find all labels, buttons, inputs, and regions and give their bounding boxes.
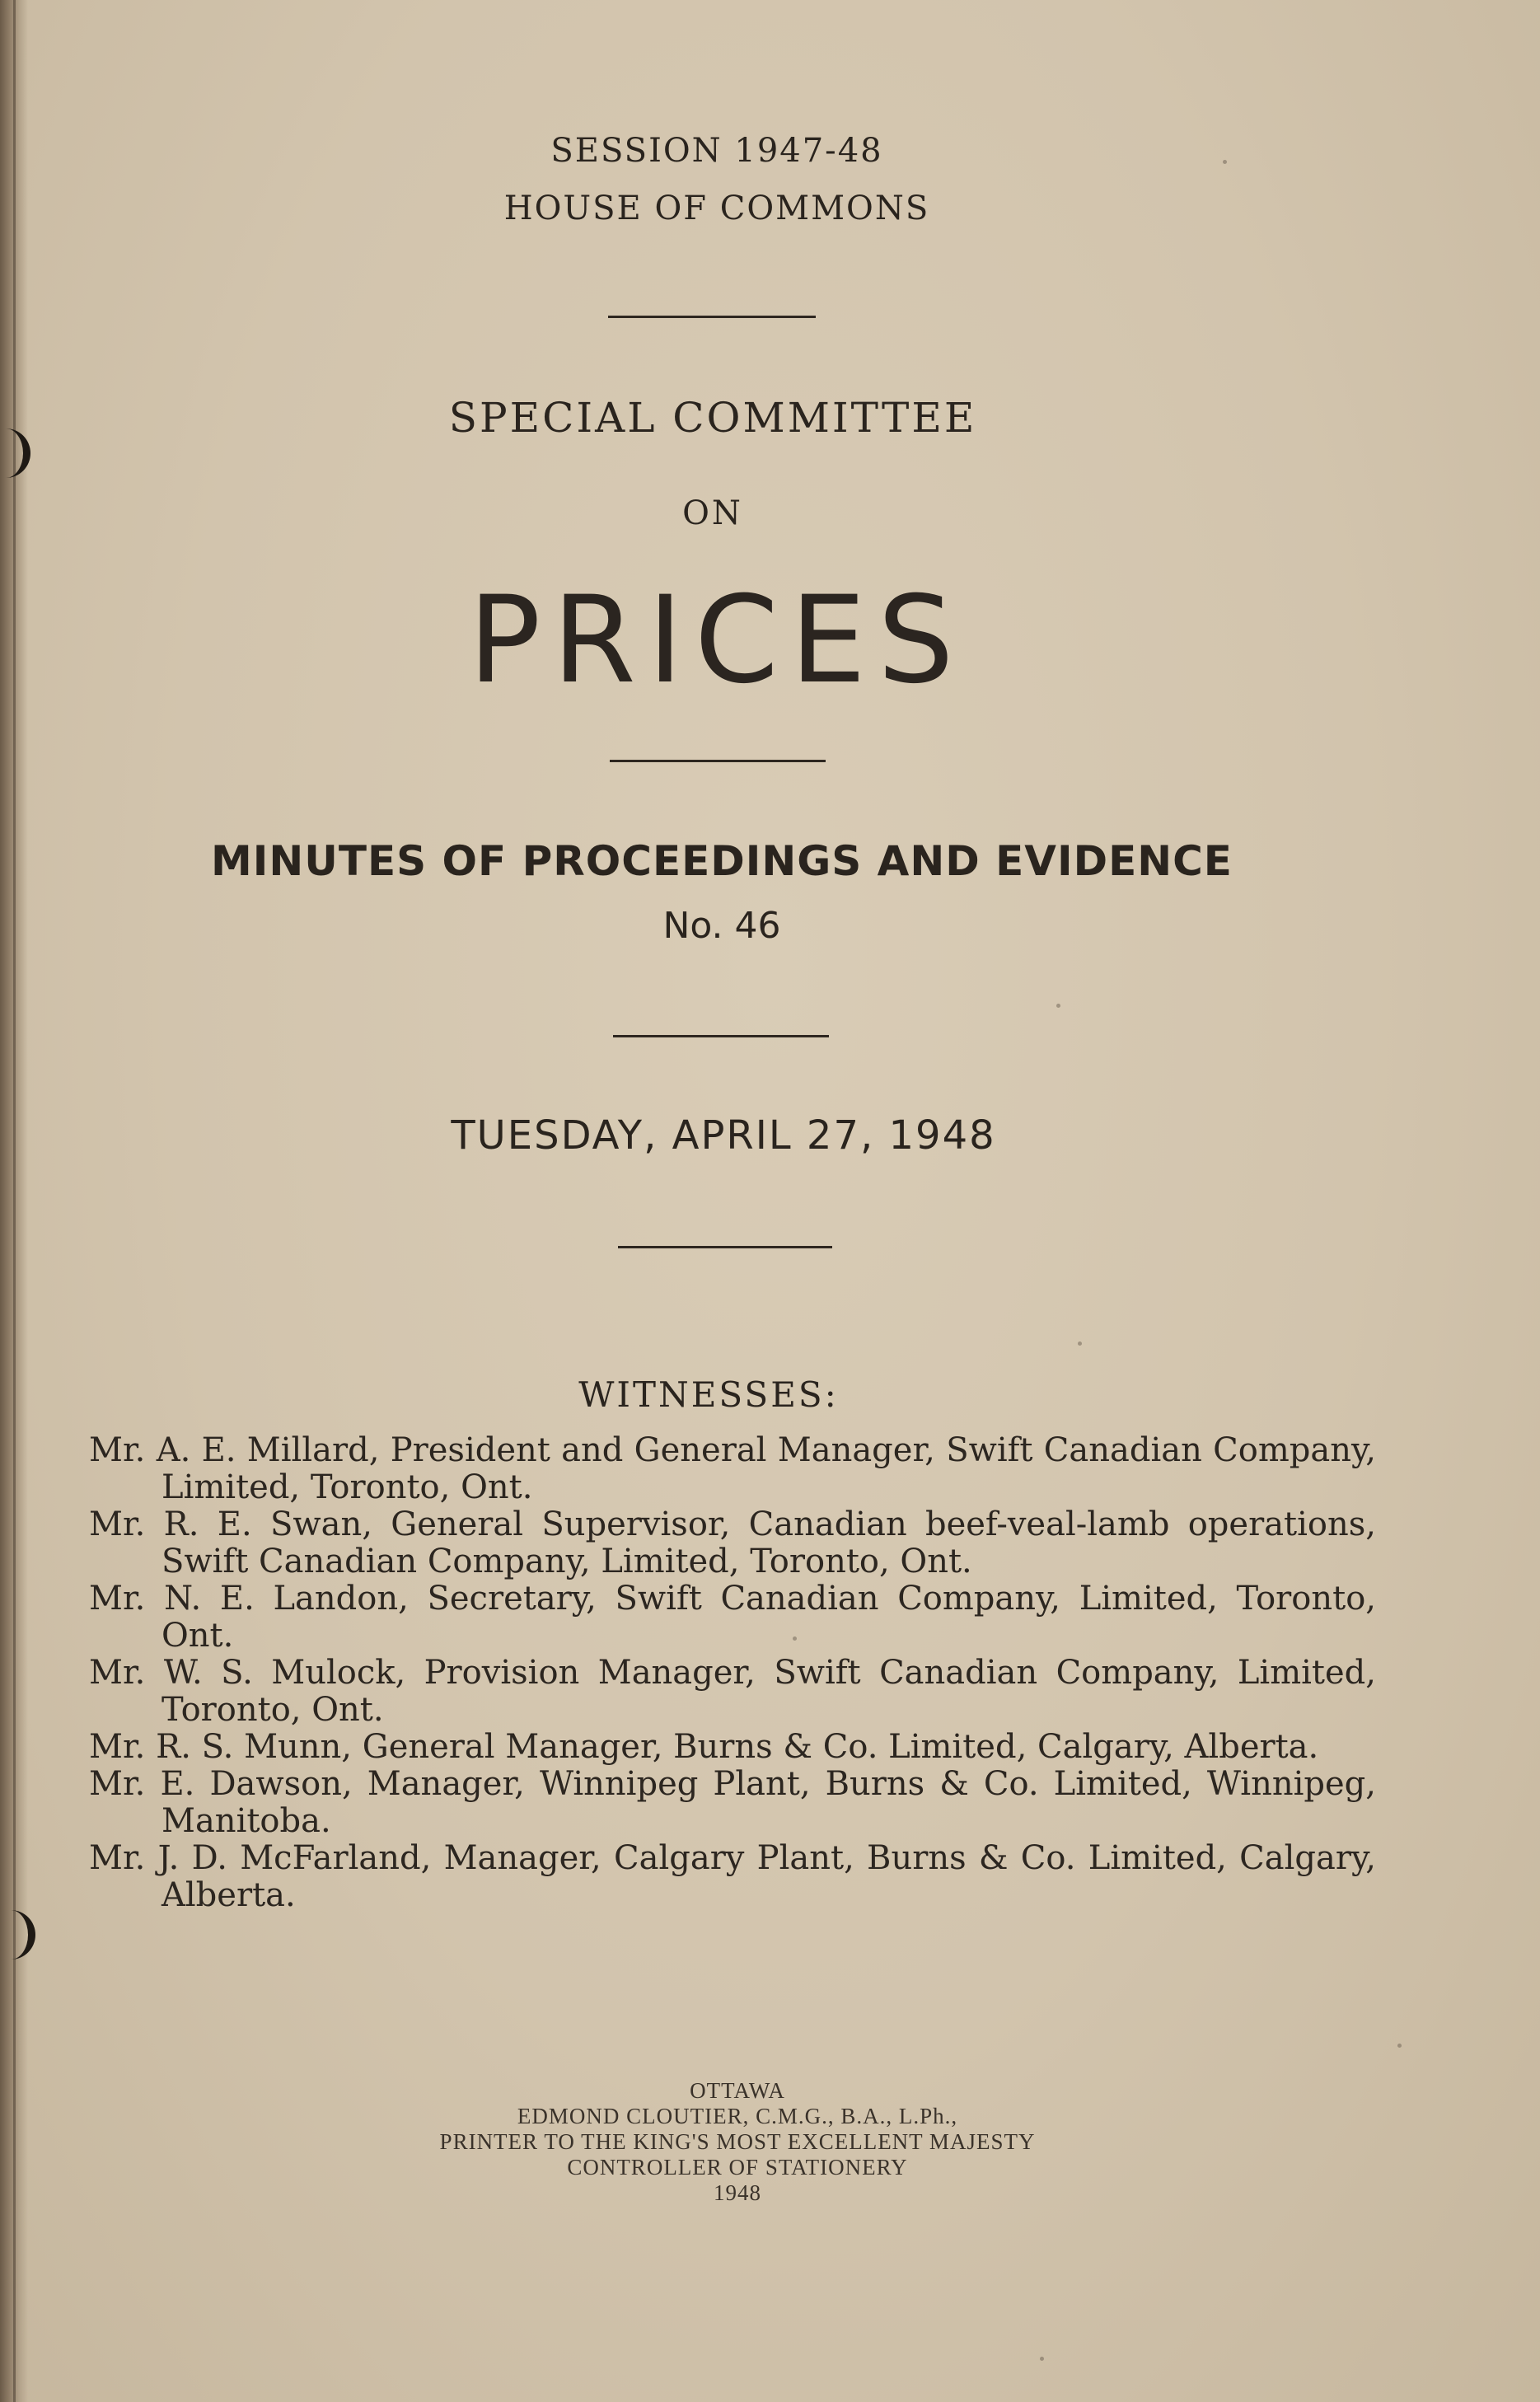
- witness-entry: Mr. N. E. Landon, Secretary, Swift Canadian Company, Limited, Toronto, Ont.: [89, 1580, 1376, 1655]
- divider-rule: [608, 316, 816, 318]
- paper-speck: [1056, 1004, 1060, 1008]
- paper-speck: [793, 1636, 797, 1641]
- imprint-role: CONTROLLER OF STATIONERY: [567, 2155, 908, 2180]
- printer-imprint: [0, 2078, 1475, 2206]
- house-line: HOUSE OF COMMONS: [503, 190, 930, 227]
- divider-rule: [610, 760, 826, 762]
- imprint-printer: EDMOND CLOUTIER, C.M.G., B.A., L.Ph.,: [517, 2104, 958, 2128]
- paper-speck: [1040, 2357, 1044, 2361]
- imprint-city: OTTAWA: [690, 2078, 785, 2103]
- proceedings-title: MINUTES OF PROCEEDINGS AND EVIDENCE: [211, 837, 1233, 885]
- witness-entry: Mr. W. S. Mulock, Provision Manager, Swift Canadian Company, Limited, Toronto, Ont.: [89, 1654, 1376, 1729]
- proceedings-number: No. 46: [662, 905, 781, 947]
- paper-speck: [1078, 1341, 1082, 1346]
- witnesses-heading: WITNESSES:: [578, 1374, 839, 1415]
- committee-line: SPECIAL COMMITTEE: [448, 394, 977, 442]
- session-line: SESSION 1947-48: [550, 132, 883, 170]
- committee-title: PRICES: [468, 570, 966, 710]
- witness-list: [89, 1432, 1376, 1914]
- witness-entry: Mr. R. S. Munn, General Manager, Burns & Co. Limited, Calgary, Alberta.: [89, 1728, 1319, 1766]
- divider-rule: [613, 1035, 829, 1037]
- witness-entry: Mr. E. Dawson, Manager, Winnipeg Plant, Burns & Co. Limited, Winnipeg, Manitoba.: [89, 1765, 1376, 1840]
- divider-rule: [618, 1246, 832, 1248]
- committee-on: ON: [682, 494, 743, 532]
- witness-entry: Mr. J. D. McFarland, Manager, Calgary Plant, Burns & Co. Limited, Calgary, Alberta.: [89, 1839, 1376, 1914]
- imprint-title: PRINTER TO THE KING'S MOST EXCELLENT MAJESTY: [439, 2129, 1036, 2154]
- witness-entry: Mr. A. E. Millard, President and General Manager, Swift Canadian Company, Limited, Toronto, Ont.: [89, 1431, 1376, 1506]
- paper-speck: [1397, 2044, 1402, 2048]
- meeting-date: TUESDAY, APRIL 27, 1948: [451, 1112, 996, 1159]
- staple-bottom: [7, 1910, 35, 1960]
- binding-edge: [13, 0, 16, 2402]
- witness-entry: Mr. R. E. Swan, General Supervisor, Canadian beef-veal-lamb operations, Swift Canadian Company, Limited, Toronto, Ont.: [89, 1505, 1376, 1580]
- paper-speck: [1223, 160, 1227, 164]
- imprint-year: 1948: [714, 2180, 761, 2205]
